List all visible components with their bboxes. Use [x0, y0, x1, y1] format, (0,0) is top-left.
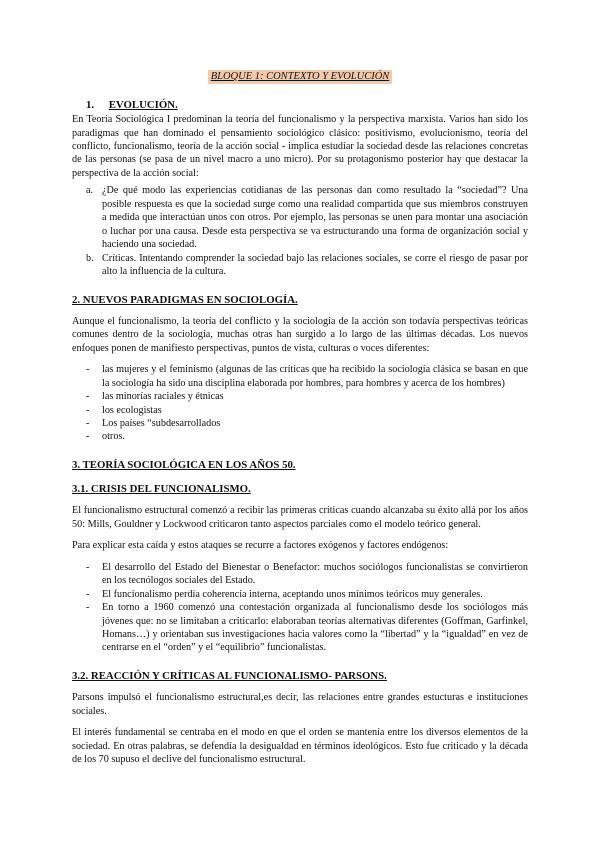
list-item-text: las mujeres y el feminismo (algunas de las críticas que ha recibido la sociología clásica se basan en que la sociología ha sido una disciplina elaborada por hombres, para hombres y acerca de los hombres) — [102, 364, 528, 389]
section-1-number: 1. — [86, 98, 95, 111]
list-item — [72, 561, 528, 588]
dash-marker: - — [86, 417, 90, 429]
list-item-text: las minorías raciales y étnicas — [102, 391, 224, 403]
dash-marker: - — [86, 561, 90, 573]
section-3-2-paragraph-2: El interés fundamental se centraba en el modo en que el orden se mantenía entre los diversos elementos de la sociedad. En otras palabras, se defendía la desigualdad en términos ideológicos. Esto fue criticado y la década de los 70 supuso el declive del funcionalismo estructural. — [72, 727, 528, 765]
list-item-text: los ecologistas — [102, 404, 162, 416]
section-2-list — [72, 363, 528, 444]
title-block — [72, 70, 528, 84]
list-item — [72, 252, 528, 279]
dash-marker: - — [86, 431, 90, 443]
list-item — [72, 588, 528, 601]
section-3-1-paragraph-2: Para explicar esta caída y estos ataques se recurre a factores exógenos y factores endógenos: — [72, 540, 449, 552]
section-1-title: EVOLUCIÓN. — [108, 98, 178, 111]
section-2-paragraph: Aunque el funcionalismo, la teoría del conflicto y la sociología de la acción son todavía perspectivas teóricas comunes dentro de la sociología, muchas otras han surgido a lo largo de las últimas décadas. Los nuevos enfoques ponen de manifiesto perspectivas, puntos de vista, culturas o voces diferentes: — [72, 315, 528, 354]
list-marker: b. — [86, 252, 94, 264]
list-item-text: En torno a 1960 comenzó una contestación organizada al funcionalismo desde los sociólogos más jóvenes que: no se limitaban a criticarlo: elaboraban teorías alternativas diferentes (Goffman, Garfinkel, Homans…) y orientaban sus investigaciones hacia valores como la “libertad” y la “igualdad” en vez de centrarse en el “orden” y el “equilibrio” funcionalistas. — [102, 602, 528, 654]
dash-marker: - — [86, 391, 90, 403]
section-3-2-paragraph-1: Parsons impulsó el funcionalismo estructural,es decir, las relaciones entre grandes estucturas e instituciones sociales. — [72, 692, 528, 717]
list-item — [72, 390, 528, 403]
section-1-list — [72, 184, 528, 278]
list-item-text: otros. — [102, 431, 125, 443]
dash-marker: - — [86, 602, 90, 614]
dash-marker: - — [86, 588, 90, 600]
page-title: BLOQUE 1: CONTEXTO Y EVOLUCIÓN — [208, 70, 393, 84]
list-item — [72, 363, 528, 390]
section-1-paragraph: En Teoría Sociológica I predominan la teoría del funcionalismo y la perspectiva marxista. Varios han sido los paradigmas que han dominado el pensamiento sociológico clásico: positivismo, evolucionismo, teoría del conflicto, funcionalismo, teoría de la acción social - implica estudiar la sociedad desde las relaciones concretas de las personas (se pasa de un nivel macro a uno micro). Por su protagonismo posterior hay que destacar la perspectiva de la acción social: — [72, 114, 528, 179]
list-item — [72, 404, 528, 417]
section-3-2-heading: 3.2. REACCIÓN Y CRÍTICAS AL FUNCIONALISMO- PARSONS. — [72, 669, 387, 682]
list-item-text: El funcionalismo perdía coherencia interna, aceptando unos mínimos teóricos muy generales. — [102, 588, 483, 600]
section-3-1-heading: 3.1. CRISIS DEL FUNCIONALISMO. — [72, 483, 251, 496]
document-page — [72, 70, 528, 766]
list-item-text: Críticas. Intentando comprender la sociedad bajo las relaciones sociales, se corre el riesgo de pasar por alto la influencia de la cultura. — [102, 252, 528, 278]
dash-marker: - — [86, 404, 90, 416]
list-item — [72, 430, 528, 443]
list-item — [72, 417, 528, 430]
section-3-1-list — [72, 561, 528, 655]
list-item — [72, 184, 528, 251]
section-3-heading: 3. TEORÍA SOCIOLÓGICA EN LOS AÑOS 50. — [72, 458, 296, 471]
list-item-text: El desarrollo del Estado del Bienestar o Benefactor: muchos sociólogos funcionalistas se convirtieron en los tecnólogos sociales del Estado. — [102, 561, 528, 587]
list-item — [72, 601, 528, 655]
dash-marker: - — [86, 364, 90, 376]
list-marker: a. — [86, 185, 94, 197]
section-3-1-paragraph-1: El funcionalismo estructural comenzó a recibir las primeras críticas cuando alcanzaba su éxito allá por los años 50: Mills, Gouldner y Lockwood criticaron tanto aspectos parciales como el modelo teórico general. — [72, 505, 528, 530]
list-item-text: ¿De qué modo las experiencias cotidianas de las personas dan como resultado la “sociedad”? Una posible respuesta es que la sociedad surge como una realidad compartida que sus miembros construyen a medida que interactúan unos con otros. Por ejemplo, las personas se unen para montar una asociación o luchar por una causa. Desde esta perspectiva se va estructurando una forma de organización social y haciendo una sociedad. — [102, 185, 528, 251]
list-item-text: Los países “subdesarrollados — [102, 417, 221, 429]
section-2-heading: 2. NUEVOS PARADIGMAS EN SOCIOLOGÍA. — [72, 293, 298, 306]
section-1-heading — [72, 98, 528, 112]
